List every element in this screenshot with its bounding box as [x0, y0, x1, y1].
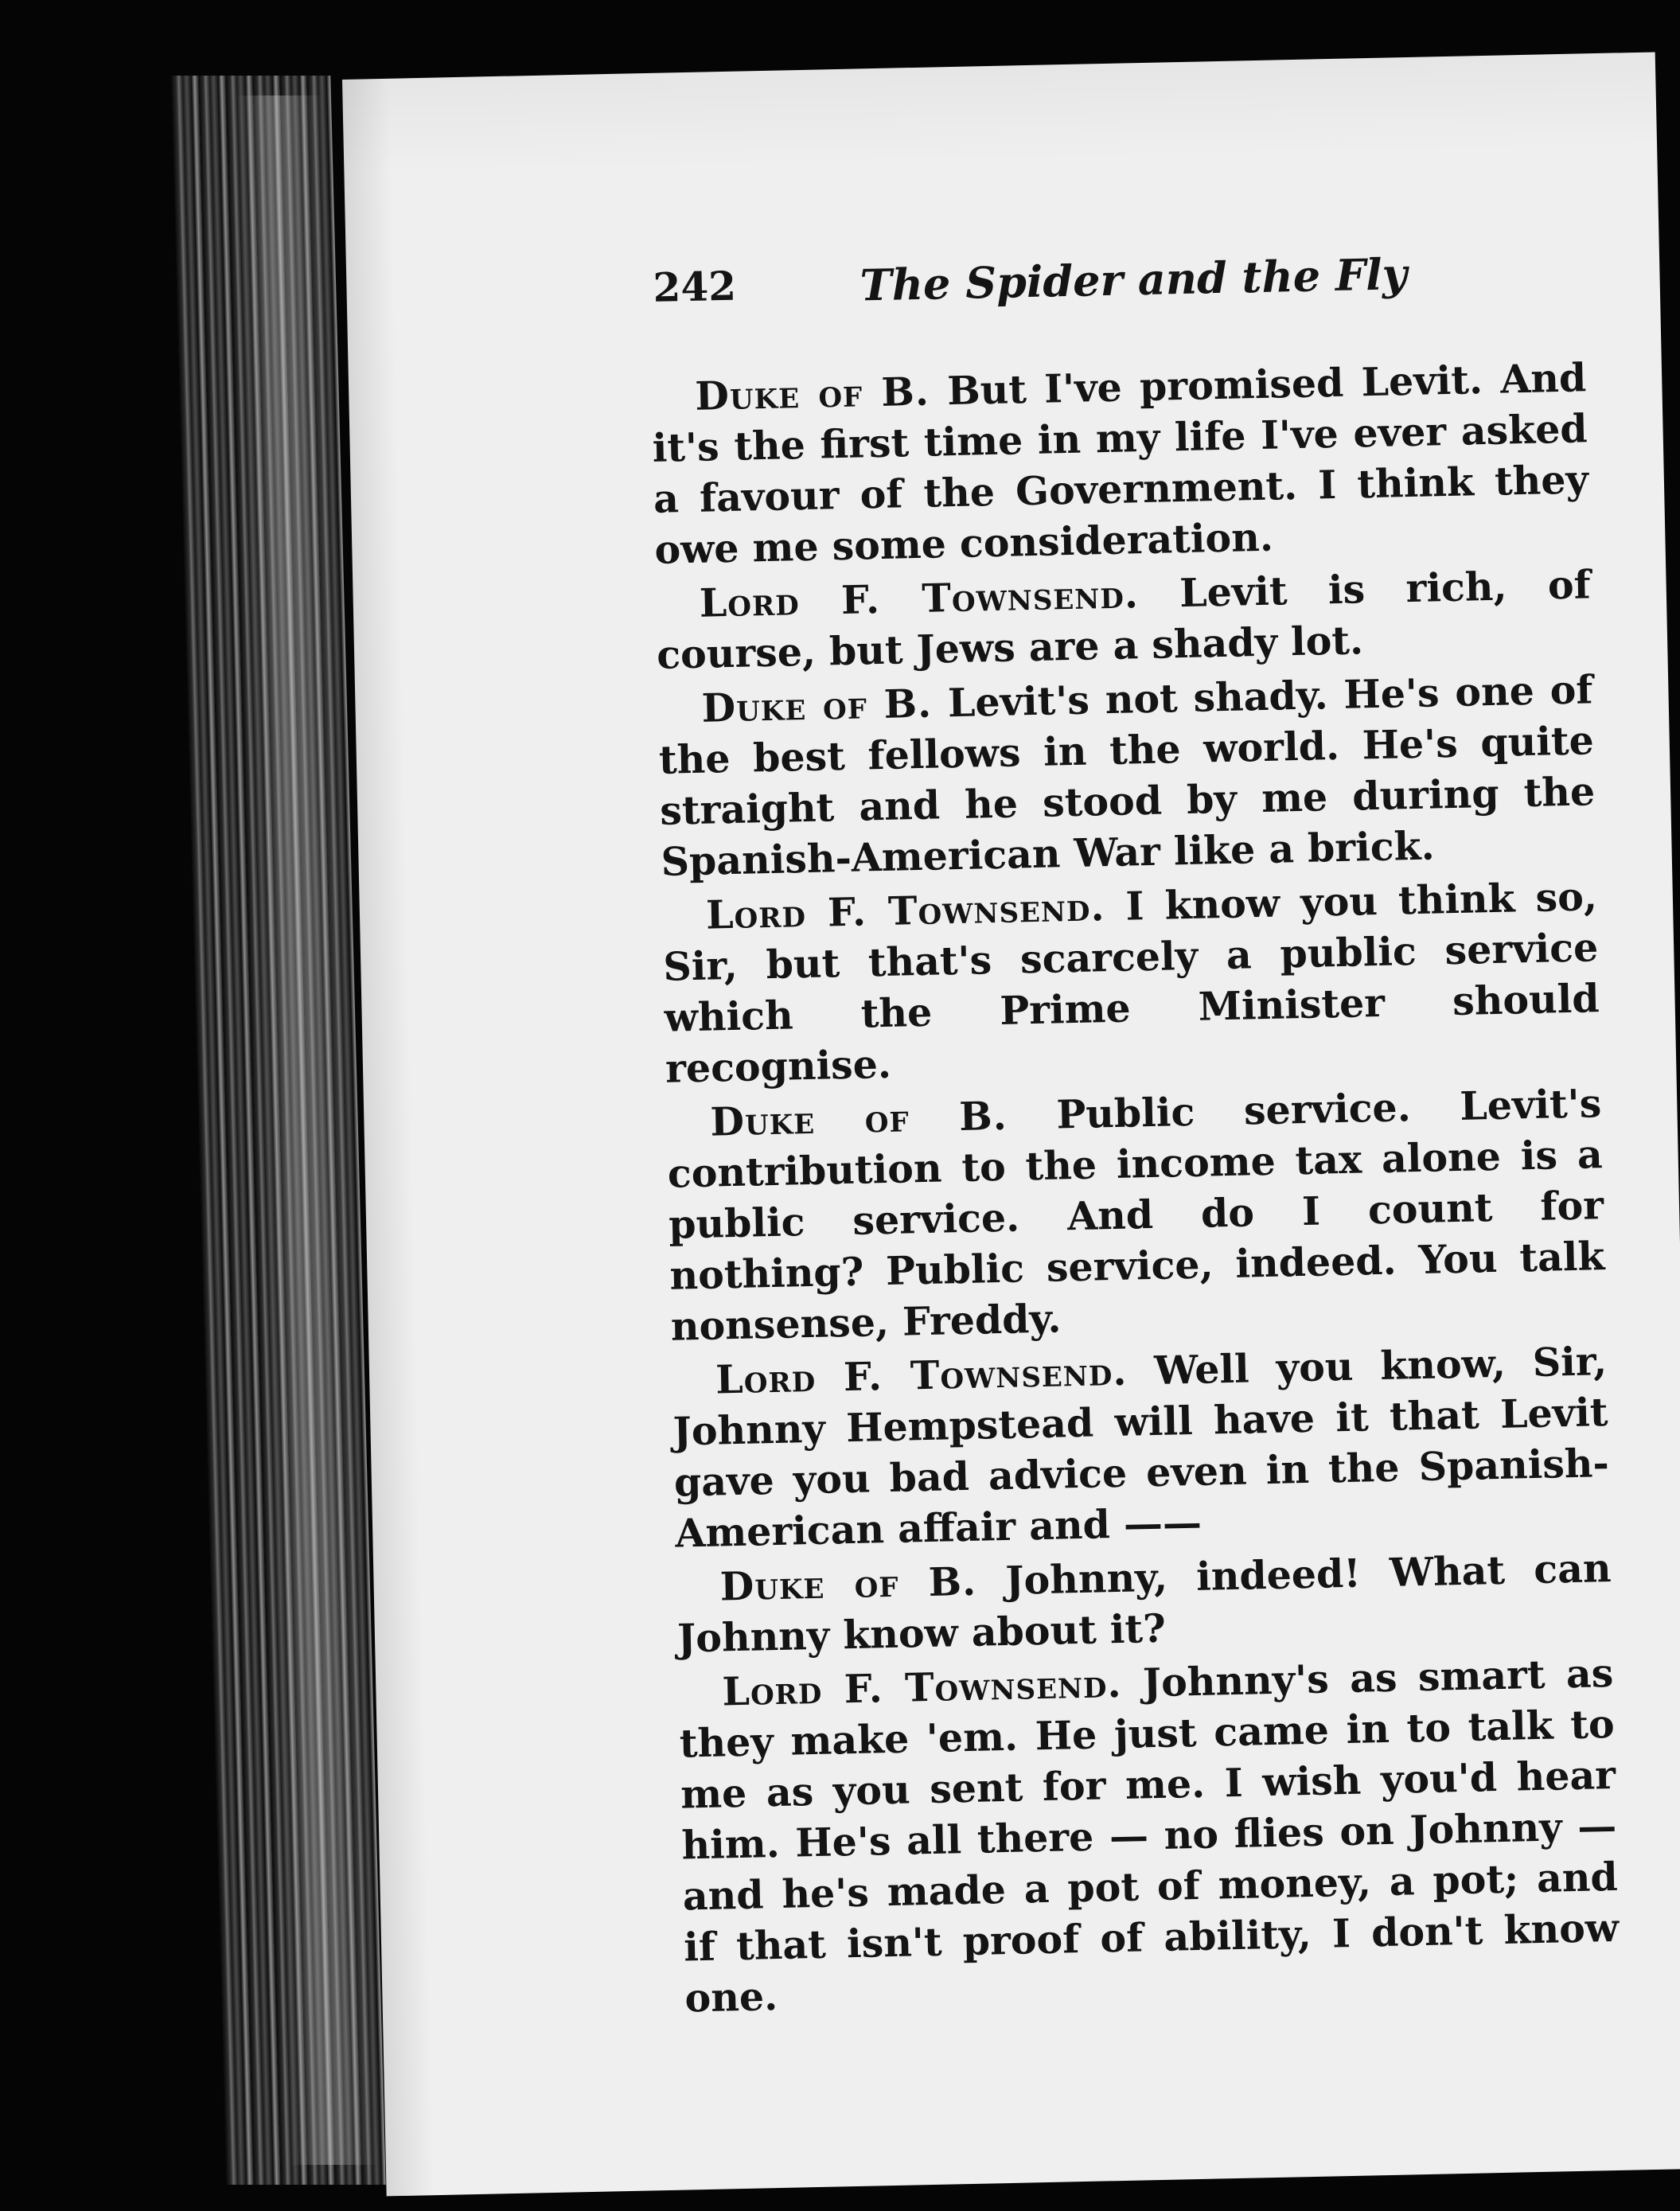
- speech-paragraph: [672, 1336, 1611, 1559]
- speech-paragraph: [676, 1542, 1612, 1664]
- speech-paragraph: [651, 352, 1590, 575]
- speech-paragraph: [655, 559, 1592, 680]
- speaker-name: Duke of B.: [701, 680, 933, 731]
- speech-text: Johnny's as smart as they make 'em. He just came in to talk to me as you sent for me. I wish you'd hear him. He's all there — no flies on Johnny — and he's made a pot of money, a pot; and if that isn't proof of ability, I don't know one.: [679, 1649, 1620, 2022]
- speech-text: But I've promised Levit. And it's the first time in my life I've ever asked a favour of the Government. I think they owe me some consideration.: [652, 354, 1589, 573]
- speech-text: Public service. Levit's contribution to the income tax alone is a public service. And do I count for nothing? Public service, indeed. You talk nonsense, Freddy.: [667, 1080, 1605, 1350]
- speech-text: I know you think so, Sir, but that's scarcely a public service which the Prime Minister should recognise.: [662, 873, 1600, 1092]
- speech-paragraph: [657, 664, 1596, 887]
- page-content: [649, 244, 1620, 2026]
- running-title: The Spider and the Fly: [859, 248, 1408, 311]
- speech-text: Johnny, indeed! What can Johnny know about it?: [676, 1545, 1612, 1662]
- speaker-name: Lord F. Townsend.: [699, 571, 1140, 626]
- page-number: 242: [652, 262, 737, 311]
- speaker-name: Duke of B.: [719, 1558, 977, 1610]
- speech-paragraph: [661, 871, 1600, 1094]
- speech-text: Levit is rich, of course, but Jews are a shady lot.: [656, 561, 1592, 678]
- speaker-name: Lord F. Townsend.: [705, 883, 1106, 938]
- speech-paragraph: [666, 1078, 1606, 1352]
- speaker-name: Lord F. Townsend.: [721, 1659, 1123, 1715]
- speech-text: Well you know, Sir, Johnny Hempstead will have it that Levit gave you bad advice even in the Spanish-American affair and ——: [672, 1338, 1610, 1557]
- page-header: [649, 244, 1585, 340]
- speaker-name: Lord F. Townsend.: [715, 1347, 1128, 1403]
- speech-text: Levit's not shady. He's one of the best fellows in the world. He's quite straight and he stood by me during the Spanish-American War like a brick.: [658, 666, 1596, 885]
- speech-paragraph: [678, 1648, 1620, 2024]
- speaker-name: Duke of B.: [694, 368, 930, 419]
- speaker-name: Duke of B.: [709, 1092, 1008, 1145]
- book-page: [342, 52, 1680, 2196]
